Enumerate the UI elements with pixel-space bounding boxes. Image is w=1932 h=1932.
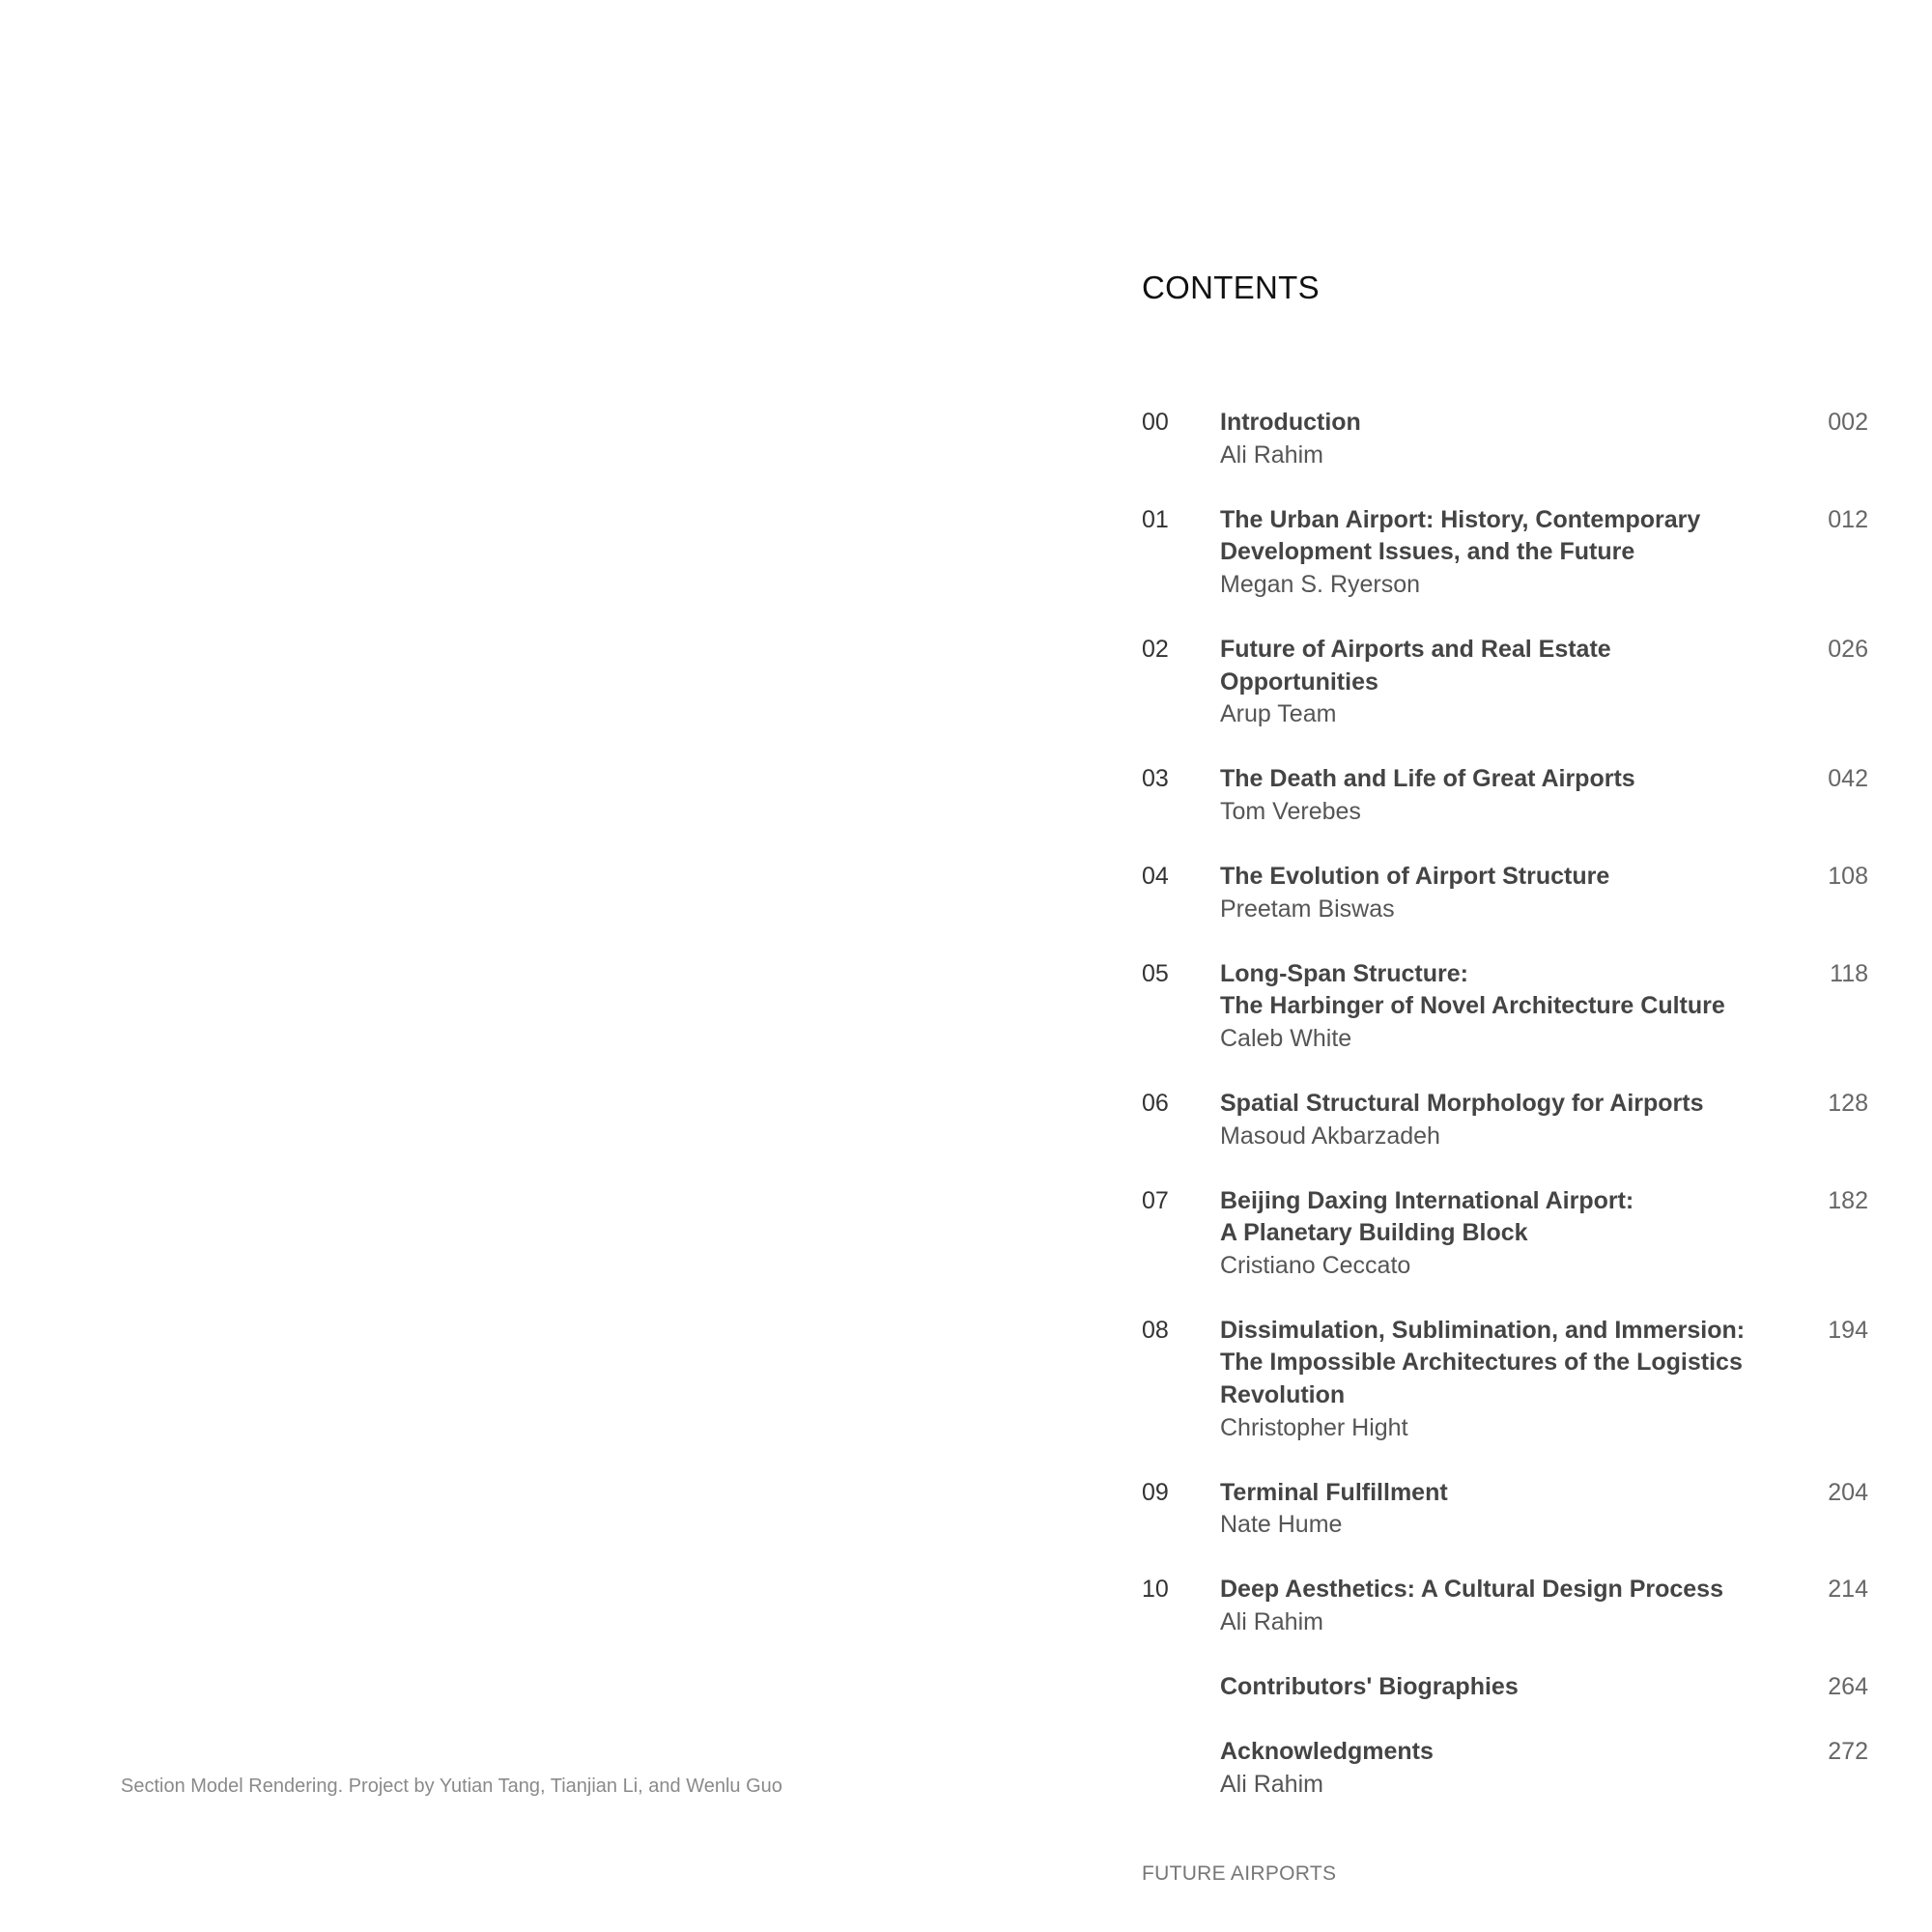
chapter-number: 02 (1142, 635, 1169, 663)
page-title: CONTENTS (1142, 270, 1320, 305)
toc-entry[interactable] (1142, 1574, 1868, 1638)
chapter-title: The Urban Airport: History, Contemporary Development Issues, and the Future (1220, 505, 1701, 566)
chapter-author: Masoud Akbarzadeh (1220, 1122, 1440, 1150)
toc-entry[interactable] (1142, 407, 1868, 471)
page-number: 194 (1828, 1316, 1868, 1344)
chapter-number: 03 (1142, 765, 1169, 793)
page-number: 012 (1828, 505, 1868, 533)
chapter-title: The Death and Life of Great Airports (1220, 765, 1635, 793)
toc-entry[interactable] (1142, 1671, 1868, 1704)
chapter-title: Spatial Structural Morphology for Airports (1220, 1089, 1704, 1117)
toc-entry[interactable] (1142, 634, 1868, 731)
chapter-author: Christopher Hight (1220, 1413, 1408, 1441)
chapter-number: 01 (1142, 505, 1169, 533)
chapter-author: Ali Rahim (1220, 440, 1323, 469)
chapter-title: Acknowledgments (1220, 1738, 1434, 1766)
toc-entry[interactable] (1142, 1315, 1868, 1444)
chapter-author: Megan S. Ryerson (1220, 570, 1421, 598)
page-number: 204 (1828, 1478, 1868, 1506)
chapter-title: The Evolution of Airport Structure (1220, 862, 1610, 890)
chapter-number: 00 (1142, 409, 1169, 436)
toc-entry[interactable] (1142, 861, 1868, 925)
chapter-title: Beijing Daxing International Airport: A Planetary Building Block (1220, 1186, 1634, 1247)
page-number: 264 (1828, 1673, 1868, 1701)
chapter-title: Dissimulation, Sublimination, and Immersion: The Impossible Architectures of the Logistics Revolution (1220, 1316, 1746, 1409)
chapter-title: Long-Span Structure: The Harbinger of Novel Architecture Culture (1220, 959, 1725, 1020)
chapter-author: Caleb White (1220, 1024, 1352, 1052)
chapter-title: Introduction (1220, 409, 1361, 436)
chapter-title: Future of Airports and Real Estate Opportunities (1220, 635, 1611, 696)
table-of-contents (1142, 407, 1868, 1833)
page-number: 214 (1828, 1576, 1868, 1604)
chapter-number: 07 (1142, 1186, 1169, 1214)
toc-entry[interactable] (1142, 504, 1868, 602)
chapter-author: Arup Team (1220, 700, 1337, 728)
running-footer: FUTURE AIRPORTS (1142, 1862, 1337, 1885)
page-number: 026 (1828, 635, 1868, 663)
chapter-author: Preetam Biswas (1220, 895, 1395, 923)
chapter-author: Ali Rahim (1220, 1770, 1323, 1798)
toc-entry[interactable] (1142, 1088, 1868, 1152)
toc-entry[interactable] (1142, 1477, 1868, 1542)
chapter-author: Tom Verebes (1220, 797, 1361, 825)
page-number: 108 (1828, 862, 1868, 890)
chapter-title: Deep Aesthetics: A Cultural Design Process (1220, 1576, 1723, 1604)
chapter-number: 06 (1142, 1089, 1169, 1117)
chapter-title: Contributors' Biographies (1220, 1673, 1519, 1701)
chapter-author: Cristiano Ceccato (1220, 1251, 1411, 1279)
toc-entry[interactable] (1142, 958, 1868, 1056)
chapter-number: 04 (1142, 862, 1169, 890)
toc-entry[interactable] (1142, 763, 1868, 828)
chapter-number: 08 (1142, 1316, 1169, 1344)
chapter-title: Terminal Fulfillment (1220, 1478, 1448, 1506)
toc-entry[interactable] (1142, 1736, 1868, 1801)
chapter-number: 10 (1142, 1576, 1169, 1604)
chapter-author: Nate Hume (1220, 1511, 1343, 1539)
image-caption: Section Model Rendering. Project by Yutian Tang, Tianjian Li, and Wenlu Guo (121, 1776, 782, 1797)
page-number: 182 (1828, 1186, 1868, 1214)
toc-entry[interactable] (1142, 1185, 1868, 1283)
chapter-number: 09 (1142, 1478, 1169, 1506)
page-number: 042 (1828, 765, 1868, 793)
chapter-author: Ali Rahim (1220, 1608, 1323, 1636)
page-number: 002 (1828, 409, 1868, 436)
page-number: 118 (1830, 959, 1868, 987)
page-number: 272 (1828, 1738, 1868, 1766)
chapter-number: 05 (1142, 959, 1169, 987)
page-number: 128 (1828, 1089, 1868, 1117)
